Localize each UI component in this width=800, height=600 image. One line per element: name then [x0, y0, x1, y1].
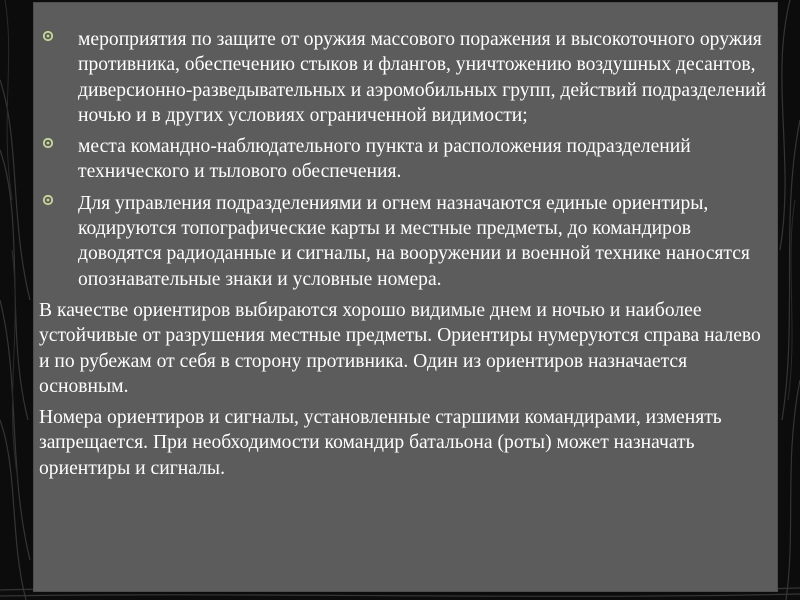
- bullet-item-1: [39, 27, 774, 128]
- content-panel: [33, 2, 778, 592]
- paragraph-1: В качестве ориентиров выбираются хорошо видимые днем и ночью и наиболее устойчивые от разрушения местные предметы. Ориентиры нумеруются справа налево и по рубежам от себя в сторону противника. Один из ориентиров назначается основным.: [39, 299, 761, 397]
- ring-bullet-icon: [41, 193, 55, 207]
- text-body: [39, 27, 774, 487]
- bullet-item-2: [39, 134, 774, 185]
- bullet-text: Для управления подразделениями и огнем назначаются единые ориентиры, кодируются топографические карты и местные предметы, до командиров доводятся радиоданные и сигналы, на вооружении и военной технике наносятся опознавательные знаки и условные номера.: [78, 192, 750, 290]
- bullet-text: места командно-наблюдательного пункта и расположения подразделений технического и тылового обеспечения.: [78, 136, 691, 183]
- bullet-text: мероприятия по защите от оружия массового поражения и высокоточного оружия противника, обеспечению стыков и флангов, уничтожению воздушных десантов, диверсионно-разведывательных и аэромобильных групп, действий подразделений ночью и в других условиях ограниченной видимости;: [78, 29, 767, 126]
- bullet-item-3: [39, 191, 774, 292]
- ring-bullet-icon: [41, 136, 55, 150]
- ring-bullet-icon: [41, 29, 55, 43]
- paragraph-2: Номера ориентиров и сигналы, установленные старшими командирами, изменять запрещается. При необходимости командир батальона (роты) может назначать ориентиры и сигналы.: [39, 407, 722, 479]
